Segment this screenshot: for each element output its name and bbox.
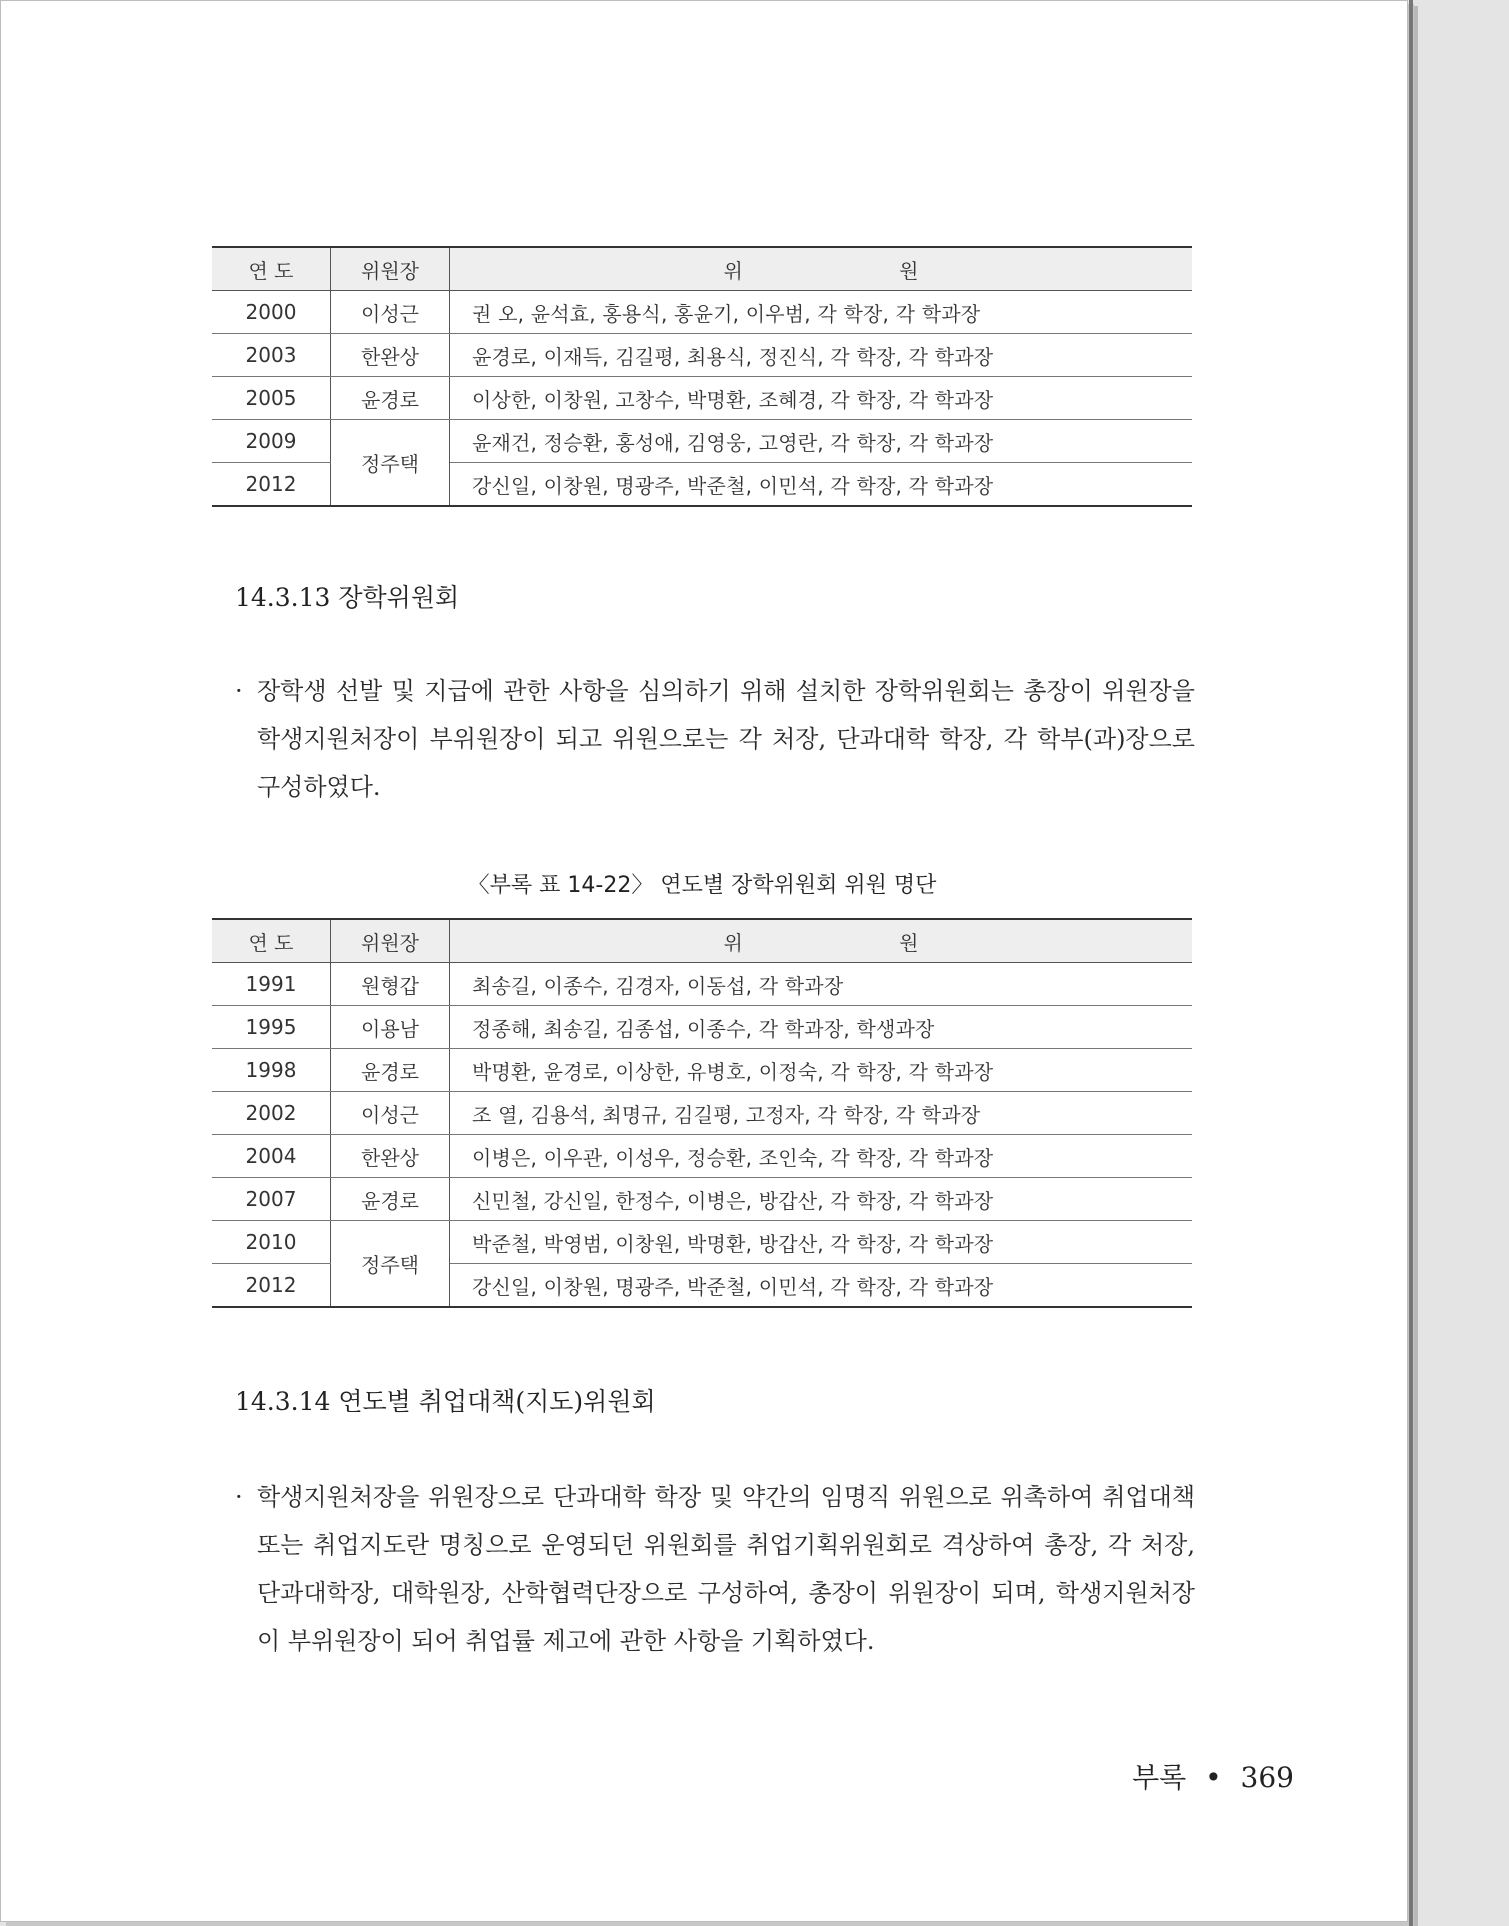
cell-members: 윤경로, 이재득, 김길평, 최용식, 정진식, 각 학장, 각 학과장 <box>450 334 1193 377</box>
cell-year: 2004 <box>212 1135 331 1178</box>
bullet-mark: · <box>235 1483 243 1511</box>
cell-year: 1998 <box>212 1049 331 1092</box>
table-row <box>212 1049 1192 1092</box>
bullet-mark: · <box>235 677 243 705</box>
section-heading-employment-committee: 14.3.14 연도별 취업대책(지도)위원회 <box>235 1387 656 1416</box>
page-footer <box>1132 1756 1294 1796</box>
header-year: 연 도 <box>212 919 331 963</box>
cell-chair: 정주택 <box>331 420 450 507</box>
page-number: 369 <box>1240 1761 1294 1794</box>
table-caption: 〈부록 표 14-22〉 연도별 장학위원회 위원 명단 <box>467 873 937 898</box>
paragraph-text: 학생지원처장을 위원장으로 단과대학 학장 및 약간의 임명직 위원으로 위촉하여 취업대책 또는 취업지도란 명칭으로 운영되던 위원회를 취업기획위원회로 격상하여 총장, 각 처장, 단과대학장, 대학원장, 산학협력단장으로 구성하여, 총장이 위원장이 되며, 학생지원처장이 부위원장이 되어 취업률 제고에 관한 사항을 기획하였다. <box>257 1483 1195 1655</box>
table-header-row <box>212 919 1192 963</box>
cell-members: 이상한, 이창원, 고창수, 박명환, 조혜경, 각 학장, 각 학과장 <box>450 377 1193 420</box>
section-paragraph <box>235 667 1195 811</box>
cell-chair: 윤경로 <box>331 1049 450 1092</box>
table-row <box>212 963 1192 1006</box>
cell-members: 강신일, 이창원, 명광주, 박준철, 이민석, 각 학장, 각 학과장 <box>450 1264 1193 1308</box>
table-row <box>212 377 1192 420</box>
paragraph-text: 장학생 선발 및 지급에 관한 사항을 심의하기 위해 설치한 장학위원회는 총장이 위원장을 학생지원처장이 부위원장이 되고 위원으로는 각 처장, 단과대학 학장, 각 학부(과)장으로 구성하였다. <box>257 677 1195 801</box>
cell-chair: 이용남 <box>331 1006 450 1049</box>
footer-label: 부록 <box>1132 1761 1187 1794</box>
cell-year: 2002 <box>212 1092 331 1135</box>
header-members: 위 원 <box>450 247 1193 291</box>
cell-year: 2012 <box>212 1264 331 1308</box>
table-row <box>212 1092 1192 1135</box>
table-row <box>212 1178 1192 1221</box>
cell-members: 권 오, 윤석효, 홍용식, 홍윤기, 이우범, 각 학장, 각 학과장 <box>450 291 1193 334</box>
cell-members: 박준철, 박영범, 이창원, 박명환, 방갑산, 각 학장, 각 학과장 <box>450 1221 1193 1264</box>
cell-year: 1995 <box>212 1006 331 1049</box>
cell-chair: 윤경로 <box>331 1178 450 1221</box>
header-year: 연 도 <box>212 247 331 291</box>
cell-members: 조 열, 김용석, 최명규, 김길평, 고정자, 각 학장, 각 학과장 <box>450 1092 1193 1135</box>
cell-chair: 윤경로 <box>331 377 450 420</box>
cell-members: 윤재건, 정승환, 홍성애, 김영웅, 고영란, 각 학장, 각 학과장 <box>450 420 1193 463</box>
footer-separator: • <box>1205 1761 1222 1794</box>
cell-year: 2007 <box>212 1178 331 1221</box>
cell-members: 정종해, 최송길, 김종섭, 이종수, 각 학과장, 학생과장 <box>450 1006 1193 1049</box>
cell-chair: 이성근 <box>331 1092 450 1135</box>
cell-year: 2009 <box>212 420 331 463</box>
cell-year: 2003 <box>212 334 331 377</box>
table-row <box>212 291 1192 334</box>
table-row <box>212 420 1192 463</box>
table-row <box>212 1221 1192 1264</box>
section-paragraph <box>235 1473 1195 1665</box>
cell-year: 2000 <box>212 291 331 334</box>
cell-chair: 원형갑 <box>331 963 450 1006</box>
cell-members: 최송길, 이종수, 김경자, 이동섭, 각 학과장 <box>450 963 1193 1006</box>
page-edge <box>1409 0 1413 1926</box>
cell-members: 박명환, 윤경로, 이상한, 유병호, 이정숙, 각 학장, 각 학과장 <box>450 1049 1193 1092</box>
header-chair: 위원장 <box>331 919 450 963</box>
cell-chair: 이성근 <box>331 291 450 334</box>
cell-year: 2005 <box>212 377 331 420</box>
cell-members: 이병은, 이우관, 이성우, 정승환, 조인숙, 각 학장, 각 학과장 <box>450 1135 1193 1178</box>
header-members: 위 원 <box>450 919 1193 963</box>
cell-members: 신민철, 강신일, 한정수, 이병은, 방갑산, 각 학장, 각 학과장 <box>450 1178 1193 1221</box>
cell-year: 2012 <box>212 463 331 507</box>
cell-chair: 정주택 <box>331 1221 450 1308</box>
cell-year: 2010 <box>212 1221 331 1264</box>
cell-year: 1991 <box>212 963 331 1006</box>
table-row <box>212 334 1192 377</box>
cell-chair: 한완상 <box>331 1135 450 1178</box>
header-chair: 위원장 <box>331 247 450 291</box>
table-header-row <box>212 247 1192 291</box>
scholarship-committee-roster-table <box>212 918 1192 1308</box>
cell-members: 강신일, 이창원, 명광주, 박준철, 이민석, 각 학장, 각 학과장 <box>450 463 1193 507</box>
section-heading-scholarship-committee: 14.3.13 장학위원회 <box>235 583 460 612</box>
cell-chair: 한완상 <box>331 334 450 377</box>
committee-roster-table-continued <box>212 246 1192 507</box>
table-row <box>212 1135 1192 1178</box>
table-row <box>212 1006 1192 1049</box>
